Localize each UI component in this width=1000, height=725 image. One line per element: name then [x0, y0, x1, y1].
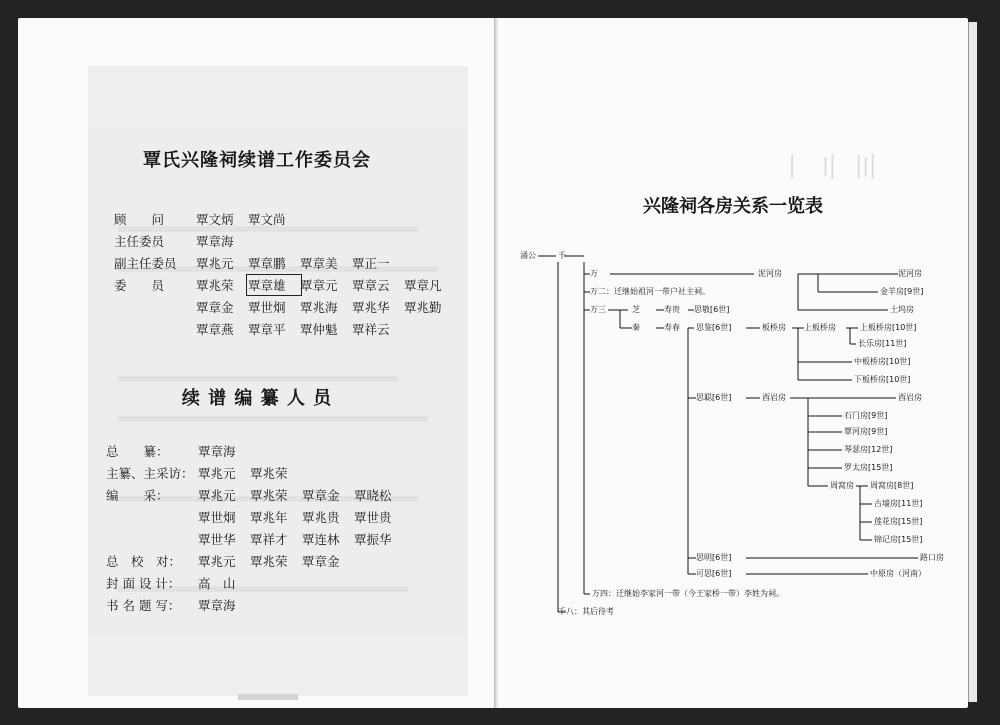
node-lian-hua: 莲花房[15世] [874, 517, 923, 526]
node-yonggong: 涌公 [520, 251, 536, 260]
member-name: 覃章海 [196, 234, 234, 249]
node-chang-le: 长乐房[11世] [858, 339, 907, 348]
member-name: 覃兆华 [352, 300, 390, 315]
node-shou-chun: 寿春 [664, 323, 680, 332]
node-gu-qiang: 古墙房[11世] [874, 499, 923, 508]
node-si-ming: 思明[6世] [696, 553, 732, 562]
member-name: 覃兆荣 [196, 278, 234, 293]
member-name: 覃章美 [300, 256, 338, 271]
member-name: 覃章金 [302, 488, 340, 503]
member-name: 覃兆荣 [250, 554, 288, 569]
node-qian: 千 [558, 251, 566, 260]
member-name: 覃兆元 [198, 466, 236, 481]
member-name: 覃兆元 [196, 256, 234, 271]
committee-title: 覃氏兴隆祠续谱工作委员会 [143, 150, 371, 171]
member-name: 覃章平 [248, 322, 286, 337]
node-wan: 万 [590, 269, 598, 278]
node-jin-ji: 锦记房[15世] [874, 535, 923, 544]
node-shou-gui: 寿贵 [664, 305, 680, 314]
node-ni-he: 泥河房 [758, 269, 782, 278]
member-name: 覃章金 [302, 554, 340, 569]
member-name: 覃世炯 [248, 300, 286, 315]
role-label: 顾 问 [114, 212, 165, 227]
member-name: 覃章凡 [404, 278, 442, 293]
member-name: 覃兆荣 [250, 466, 288, 481]
node-si-cong: 思聪[6世] [696, 393, 732, 402]
node-xi-yan: 西岩房 [762, 393, 786, 402]
node-tan-he: 覃河房[9世] [844, 427, 888, 436]
member-name: 覃兆贵 [302, 510, 340, 525]
member-name: 覃文尚 [248, 212, 286, 227]
node-zhou-xi: 周窝房 [830, 481, 854, 490]
calligraphy-watermark: 〡 〢 〣 [778, 151, 880, 184]
member-name: 覃兆荣 [250, 488, 288, 503]
member-name: 覃章云 [352, 278, 390, 293]
node-xi-yan-right: 西岩房 [898, 393, 922, 402]
member-name: 覃章鹏 [248, 256, 286, 271]
node-si-jian: 思鉴[6世] [696, 323, 732, 332]
member-name-highlighted: 覃章雄 [248, 276, 300, 294]
member-name: 高 山 [198, 576, 236, 591]
role-label: 总 纂： [106, 444, 169, 459]
member-name: 覃连林 [302, 532, 340, 547]
member-name: 覃兆年 [250, 510, 288, 525]
node-zhi: 芝 [632, 305, 640, 314]
node-tu-kan: 土坞房 [890, 305, 914, 314]
node-xia-ban-qiao: 下板桥房[10世] [854, 375, 911, 384]
node-zhou-xi-right: 周窝房[8世] [870, 481, 914, 490]
node-ke-hui: 可思[6世] [696, 569, 732, 578]
node-shang-ban-qiao-right: 上板桥房[10世] [860, 323, 917, 332]
role-label: 总 校 对： [106, 554, 182, 569]
role-label: 编 采： [106, 488, 169, 503]
member-name: 覃章燕 [196, 322, 234, 337]
node-si-jing: 思敬[6世] [694, 305, 730, 314]
member-name: 覃章海 [198, 444, 236, 459]
node-wan-san: 万三 [590, 305, 606, 314]
member-name: 覃兆元 [198, 554, 236, 569]
role-label: 副主任委员 [114, 256, 177, 271]
node-ban-qiao: 板桥房 [762, 323, 786, 332]
member-name: 覃世华 [198, 532, 236, 547]
node-ni-he-right: 泥河房 [898, 269, 922, 278]
role-label: 委 员 [114, 278, 165, 293]
member-name: 覃兆元 [198, 488, 236, 503]
node-zhong-ban-qiao: 中板桥房[10世] [854, 357, 911, 366]
footer-strip [238, 694, 298, 700]
member-name: 覃祥云 [352, 322, 390, 337]
member-name: 覃兆海 [300, 300, 338, 315]
node-zhong-yuan: 中原房（河南） [870, 569, 926, 578]
member-name: 覃章海 [198, 598, 236, 613]
role-label: 主任委员 [114, 234, 165, 249]
right-page [498, 18, 968, 708]
node-shang-ban-qiao: 上板桥房 [804, 323, 836, 332]
node-qin-se: 琴瑟房[12世] [844, 445, 893, 454]
member-name: 覃祥才 [250, 532, 288, 547]
member-name: 覃晓松 [354, 488, 392, 503]
member-name: 覃文炳 [196, 212, 234, 227]
member-name: 覃世炯 [198, 510, 236, 525]
left-page [18, 18, 496, 708]
role-label: 封 面 设 计： [106, 576, 181, 591]
node-wan-er: 万二：迁继始祖河一带户社主祠。 [590, 287, 710, 296]
chart-title: 兴隆祠各房关系一览表 [643, 196, 823, 217]
role-label: 主纂、主采访： [106, 466, 194, 481]
node-lu-kou: 路口房 [920, 553, 944, 562]
member-name: 覃振华 [354, 532, 392, 547]
node-shi-men: 石门房[9世] [844, 411, 888, 420]
member-name: 覃章金 [196, 300, 234, 315]
node-wan-si: 万四：迁继始李家河一带（今王家桥一带）李姓为祠。 [592, 589, 784, 598]
node-qian-ba: 千八：其后待考 [558, 607, 614, 616]
member-name: 覃正一 [352, 256, 390, 271]
member-name: 覃世贵 [354, 510, 392, 525]
editors-title: 续 谱 编 纂 人 员 [181, 388, 333, 409]
role-label: 书 名 题 写： [106, 598, 181, 613]
node-jin-yang: 金羊房[9世] [880, 287, 924, 296]
member-name: 覃仲魁 [300, 322, 338, 337]
node-luo-tai: 罗太房[15世] [844, 463, 893, 472]
node-qin: 秦 [632, 323, 640, 332]
member-name: 覃兆勤 [404, 300, 442, 315]
member-name: 覃章元 [300, 278, 338, 293]
page-stack-edge [968, 22, 977, 702]
